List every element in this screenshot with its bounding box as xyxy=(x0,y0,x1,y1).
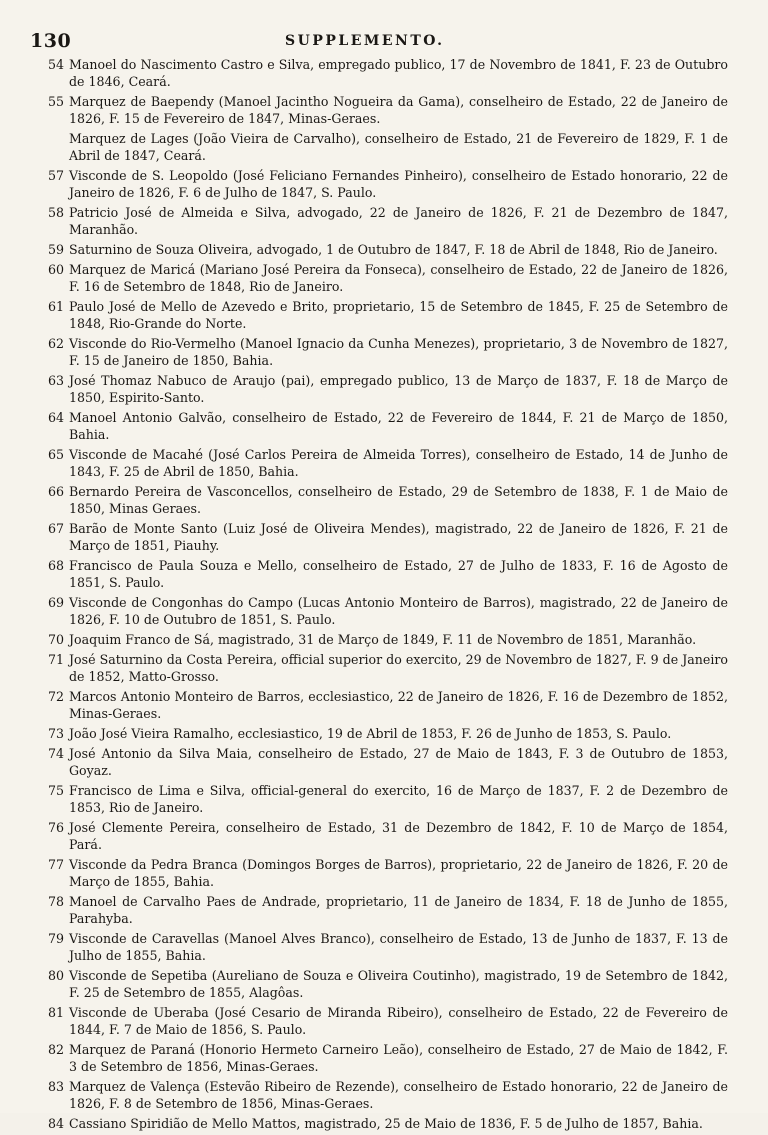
entry-text: José Saturnino da Costa Pereira, official superior do exercito, 29 de Novembro de 1827, F. 9 de Janeiro de 1852, Matto-Grosso. xyxy=(69,652,728,684)
entry-text: Saturnino de Souza Oliveira, advogado, 1 de Outubro de 1847, F. 18 de Abril de 1848, Rio de Janeiro. xyxy=(69,242,718,257)
entry-number: 69 xyxy=(48,595,65,610)
entry-number: 76 xyxy=(48,820,65,835)
entry-text: Manoel Antonio Galvão, conselheiro de Estado, 22 de Fevereiro de 1844, F. 21 de Março de 1850, Bahia. xyxy=(69,410,728,442)
list-item xyxy=(48,204,728,238)
list-item xyxy=(48,631,728,648)
entry-number: 82 xyxy=(48,1042,65,1057)
entry-number: 58 xyxy=(48,205,65,220)
list-item xyxy=(48,409,728,443)
entry-number: 75 xyxy=(48,783,65,798)
entry-text: Manoel do Nascimento Castro e Silva, empregado publico, 17 de Novembro de 1841, F. 23 de Outubro de 1846, Ceará. xyxy=(69,57,728,89)
entry-number: 61 xyxy=(48,299,65,314)
list-item xyxy=(48,819,728,853)
entry-number: 74 xyxy=(48,746,65,761)
entry-text: José Clemente Pereira, conselheiro de Estado, 31 de Dezembro de 1842, F. 10 de Março de 1854, Pará. xyxy=(69,820,728,852)
page-header xyxy=(30,30,730,54)
entry-text: Visconde da Pedra Branca (Domingos Borges de Barros), proprietario, 22 de Janeiro de 1826, F. 20 de Março de 1855, Bahia. xyxy=(69,857,728,889)
entry-number: 72 xyxy=(48,689,65,704)
page-number: 130 xyxy=(30,30,72,52)
entry-text: Francisco de Paula Souza e Mello, conselheiro de Estado, 27 de Julho de 1833, F. 16 de Agosto de 1851, S. Paulo. xyxy=(69,558,728,590)
entry-text: Marcos Antonio Monteiro de Barros, ecclesiastico, 22 de Janeiro de 1826, F. 16 de Dezembro de 1852, Minas-Geraes. xyxy=(69,689,728,721)
list-item xyxy=(48,130,728,164)
entry-text: Marquez de Lages (João Vieira de Carvalho), conselheiro de Estado, 21 de Fevereiro de 1829, F. 1 de Abril de 1847, Ceará. xyxy=(69,131,728,163)
list-item xyxy=(48,1041,728,1075)
entry-text: Visconde de Uberaba (José Cesario de Miranda Ribeiro), conselheiro de Estado, 22 de Fevereiro de 1844, F. 7 de Maio de 1856, S. Paulo. xyxy=(69,1005,728,1037)
entry-text: Marquez de Maricá (Mariano José Pereira da Fonseca), conselheiro de Estado, 22 de Janeiro de 1826, F. 16 de Setembro de 1848, Rio de Janeiro. xyxy=(69,262,728,294)
entry-number: 77 xyxy=(48,857,65,872)
entry-text: Visconde de S. Leopoldo (José Feliciano Fernandes Pinheiro), conselheiro de Estado honorario, 22 de Janeiro de 1826, F. 6 de Julho de 1847, S. Paulo. xyxy=(69,168,728,200)
entry-text: Joaquim Franco de Sá, magistrado, 31 de Março de 1849, F. 11 de Novembro de 1851, Maranhão. xyxy=(69,632,697,647)
entry-number: 63 xyxy=(48,373,65,388)
entry-text: Patricio José de Almeida e Silva, advogado, 22 de Janeiro de 1826, F. 21 de Dezembro de 1847, Maranhão. xyxy=(69,205,728,237)
entry-number: 73 xyxy=(48,726,65,741)
list-item xyxy=(48,298,728,332)
entry-text: José Antonio da Silva Maia, conselheiro de Estado, 27 de Maio de 1843, F. 3 de Outubro de 1853, Goyaz. xyxy=(69,746,728,778)
entry-number: 71 xyxy=(48,652,65,667)
list-item xyxy=(48,372,728,406)
entry-number: 78 xyxy=(48,894,65,909)
entry-number: 54 xyxy=(48,57,65,72)
entry-text: Cassiano Spiridião de Mello Mattos, magistrado, 25 de Maio de 1836, F. 5 de Julho de 1857, Bahia. xyxy=(69,1116,703,1131)
list-item xyxy=(48,930,728,964)
entry-text: Visconde de Caravellas (Manoel Alves Branco), conselheiro de Estado, 13 de Junho de 1837, F. 13 de Julho de 1855, Bahia. xyxy=(69,931,728,963)
entry-text: Bernardo Pereira de Vasconcellos, conselheiro de Estado, 29 de Setembro de 1838, F. 1 de Maio de 1850, Minas Geraes. xyxy=(69,484,728,516)
entry-number: 81 xyxy=(48,1005,65,1020)
list-item xyxy=(48,241,728,258)
list-item xyxy=(48,446,728,480)
entry-number: 60 xyxy=(48,262,65,277)
entry-number: 62 xyxy=(48,336,65,351)
entry-text: Visconde de Macahé (José Carlos Pereira de Almeida Torres), conselheiro de Estado, 14 de Junho de 1843, F. 25 de Abril de 1850, Bahia. xyxy=(69,447,728,479)
list-item xyxy=(48,520,728,554)
list-item xyxy=(48,335,728,369)
list-item xyxy=(48,782,728,816)
entry-number: 67 xyxy=(48,521,65,536)
entry-number: 64 xyxy=(48,410,65,425)
list-item xyxy=(48,557,728,591)
entry-text: Visconde do Rio-Vermelho (Manoel Ignacio da Cunha Menezes), proprietario, 3 de Novembro de 1827, F. 15 de Janeiro de 1850, Bahia. xyxy=(69,336,728,368)
entry-number: 57 xyxy=(48,168,65,183)
list-item xyxy=(48,167,728,201)
entry-number: 65 xyxy=(48,447,65,462)
list-item xyxy=(48,56,728,90)
entry-number: 66 xyxy=(48,484,65,499)
list-item xyxy=(48,1078,728,1112)
entry-number: 79 xyxy=(48,931,65,946)
entry-text: Marquez de Baependy (Manoel Jacintho Nogueira da Gama), conselheiro de Estado, 22 de Janeiro de 1826, F. 15 de Fevereiro de 1847, Minas-Geraes. xyxy=(69,94,728,126)
entry-text: Barão de Monte Santo (Luiz José de Oliveira Mendes), magistrado, 22 de Janeiro de 1826, F. 21 de Março de 1851, Piauhy. xyxy=(69,521,728,553)
entry-number: 80 xyxy=(48,968,65,983)
list-item xyxy=(48,93,728,127)
list-item xyxy=(48,856,728,890)
list-item xyxy=(48,745,728,779)
entry-text: Paulo José de Mello de Azevedo e Brito, proprietario, 15 de Setembro de 1845, F. 25 de Setembro de 1848, Rio-Grande do Norte. xyxy=(69,299,728,331)
entry-number: 83 xyxy=(48,1079,65,1094)
list-item xyxy=(48,1004,728,1038)
entry-text: Manoel de Carvalho Paes de Andrade, proprietario, 11 de Janeiro de 1834, F. 18 de Junho de 1855, Parahyba. xyxy=(69,894,728,926)
list-item xyxy=(48,651,728,685)
entry-list xyxy=(48,56,728,1135)
entry-number: 70 xyxy=(48,632,65,647)
list-item xyxy=(48,688,728,722)
list-item xyxy=(48,893,728,927)
entry-text: Visconde de Sepetiba (Aureliano de Souza e Oliveira Coutinho), magistrado, 19 de Setembro de 1842, F. 25 de Setembro de 1855, Alagôas. xyxy=(69,968,728,1000)
entry-text: Visconde de Congonhas do Campo (Lucas Antonio Monteiro de Barros), magistrado, 22 de Janeiro de 1826, F. 10 de Outubro de 1851, S. Paulo. xyxy=(69,595,728,627)
running-head: SUPPLEMENTO. xyxy=(285,33,445,49)
entry-text: Marquez de Valença (Estevão Ribeiro de Rezende), conselheiro de Estado honorario, 22 de Janeiro de 1826, F. 8 de Setembro de 1856, Minas-Geraes. xyxy=(69,1079,728,1111)
entry-text: João José Vieira Ramalho, ecclesiastico, 19 de Abril de 1853, F. 26 de Junho de 1853, S. Paulo. xyxy=(69,726,672,741)
entry-text: José Thomaz Nabuco de Araujo (pai), empregado publico, 13 de Março de 1837, F. 18 de Março de 1850, Espirito-Santo. xyxy=(69,373,728,405)
entry-number: 55 xyxy=(48,94,65,109)
entry-text: Francisco de Lima e Silva, official-general do exercito, 16 de Março de 1837, F. 2 de Dezembro de 1853, Rio de Janeiro. xyxy=(69,783,728,815)
list-item xyxy=(48,261,728,295)
list-item xyxy=(48,725,728,742)
list-item xyxy=(48,967,728,1001)
list-item xyxy=(48,483,728,517)
list-item xyxy=(48,594,728,628)
entry-number: 68 xyxy=(48,558,65,573)
entry-number: 84 xyxy=(48,1116,65,1131)
list-item xyxy=(48,1115,728,1132)
entry-number: 59 xyxy=(48,242,65,257)
entry-text: Marquez de Paraná (Honorio Hermeto Carneiro Leão), conselheiro de Estado, 27 de Maio de 1842, F. 3 de Setembro de 1856, Minas-Geraes. xyxy=(69,1042,728,1074)
